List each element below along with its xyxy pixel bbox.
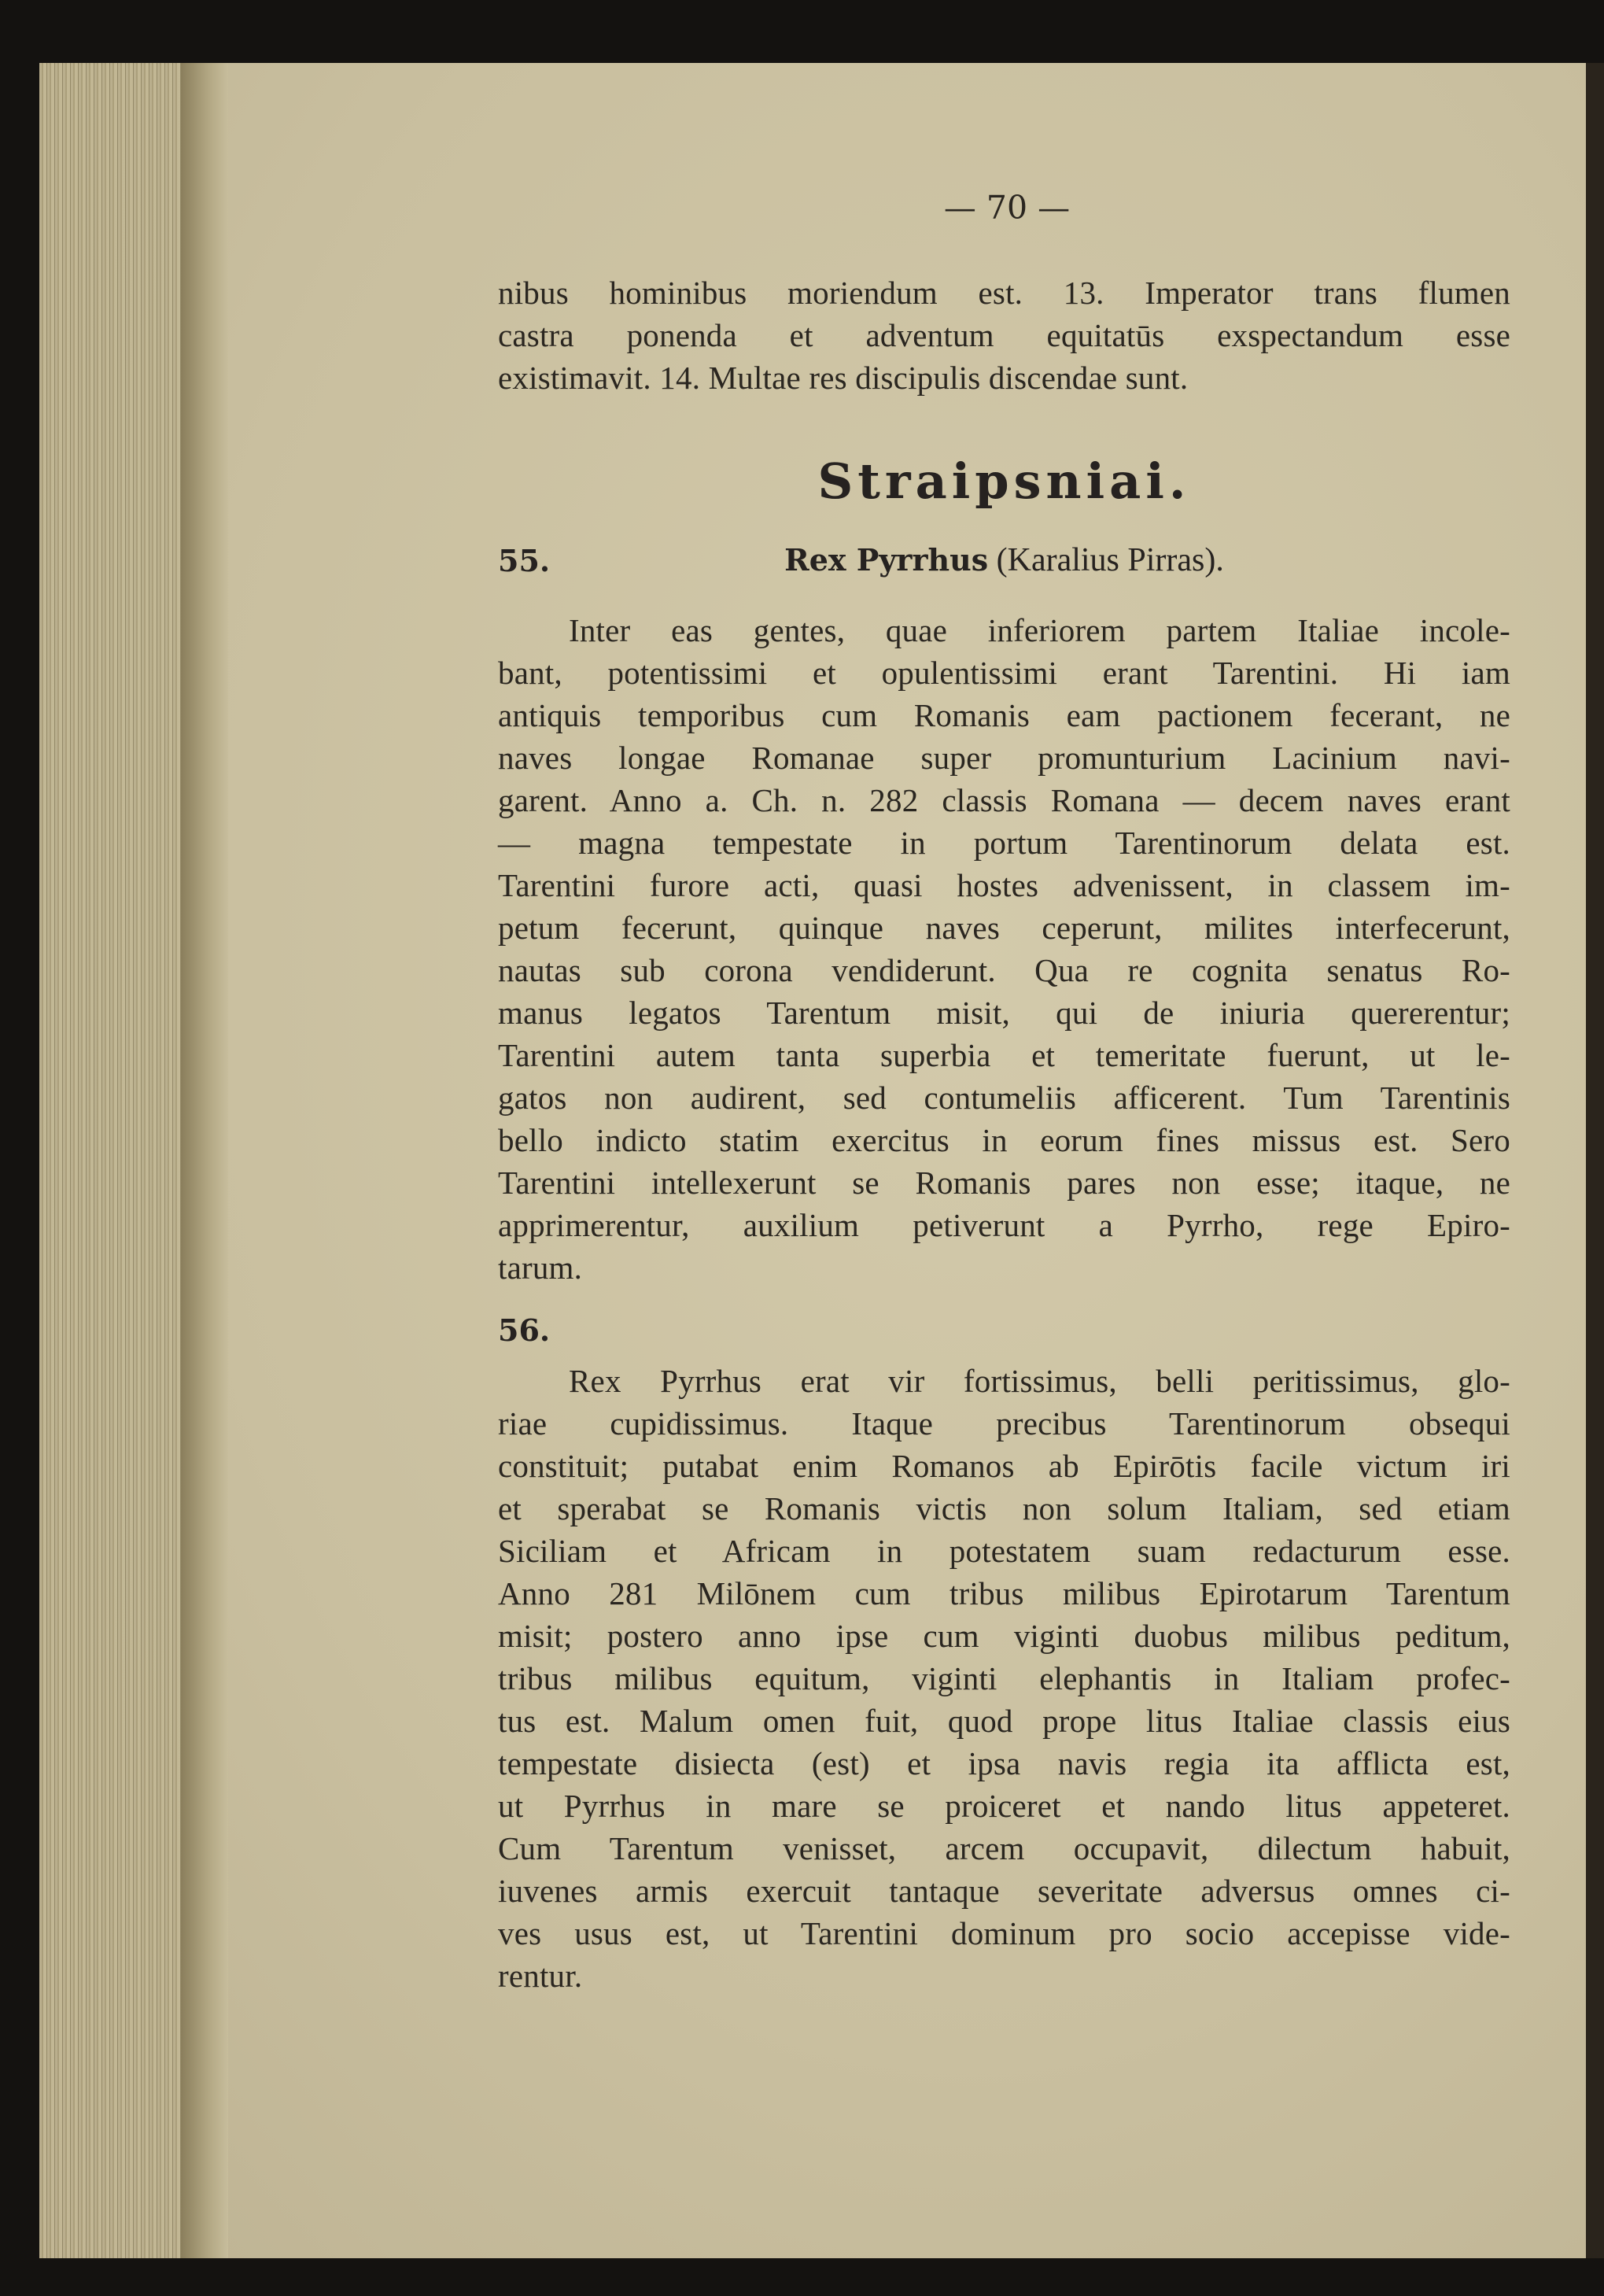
right-edge: [1586, 63, 1604, 2258]
text-line: ut Pyrrhus in mare se proiceret et nando litus appeteret.: [498, 1788, 1510, 1824]
text-line: tarum.: [498, 1250, 583, 1286]
text-line: — magna tempestate in portum Tarentinorum delata est.: [498, 825, 1510, 861]
text-line: nautas sub corona vendiderunt. Qua re cognita senatus Ro-: [498, 952, 1510, 988]
paragraph-56: [498, 1360, 1510, 1997]
text-line: iuvenes armis exercuit tantaque severitate adversus omnes ci-: [498, 1873, 1510, 1909]
text-line: gatos non audirent, sed contumeliis afficerent. Tum Tarentinis: [498, 1080, 1510, 1116]
text-line: antiquis temporibus cum Romanis eam pactionem fecerant, ne: [498, 697, 1510, 733]
text-line: et sperabat se Romanis victis non solum Italiam, sed etiam: [498, 1490, 1510, 1526]
text-line: ves usus est, ut Tarentini dominum pro socio accepisse vide-: [498, 1915, 1510, 1951]
section-heading: Straipsniai.: [817, 452, 1191, 510]
text-line: naves longae Romanae super promunturium Lacinium navi-: [498, 740, 1510, 776]
text-line: tus est. Malum omen fuit, quod prope litus Italiae classis eius: [498, 1703, 1510, 1739]
text-line: tempestate disiecta (est) et ipsa navis regia ita afflicta est,: [498, 1745, 1510, 1781]
intro-paragraph: [498, 271, 1510, 399]
section-number-56: 56.: [498, 1312, 551, 1348]
text-line: bello indicto statim exercitus in eorum fines missus est. Sero: [498, 1122, 1510, 1158]
text-line: constituit; putabat enim Romanos ab Epirōtis facile victum iri: [498, 1448, 1510, 1484]
text-line: bant, potentissimi et opulentissimi erant Tarentini. Hi iam: [498, 655, 1510, 691]
text-line: riae cupidissimus. Itaque precibus Tarentinorum obsequi: [498, 1405, 1510, 1441]
text-line: manus legatos Tarentum misit, qui de iniuria quererentur;: [498, 995, 1510, 1031]
text-line: Anno 281 Milōnem cum tribus milibus Epirotarum Tarentum: [498, 1575, 1510, 1611]
section-number-55: 55.: [498, 543, 551, 578]
title-rest: (Karalius Pirras).: [988, 542, 1224, 578]
text-line: garent. Anno a. Ch. n. 282 classis Romana — decem naves erant: [498, 782, 1510, 818]
text-line: Tarentini intellexerunt se Romanis pares non esse; itaque, ne: [498, 1165, 1510, 1201]
text-line: rentur.: [498, 1958, 583, 1994]
page-number: — 70 —: [943, 189, 1071, 227]
text-line: castra ponenda et adventum equitatūs exspectandum esse: [498, 317, 1510, 353]
text-line: Rex Pyrrhus erat vir fortissimus, belli peritissimus, glo-: [569, 1363, 1510, 1399]
text-line: tribus milibus equitum, viginti elephantis in Italiam profec-: [498, 1660, 1510, 1696]
text-line: Tarentini autem tanta superbia et temeritate fuerunt, ut le-: [498, 1037, 1510, 1073]
text-line: Cum Tarentum venisset, arcem occupavit, dilectum habuit,: [498, 1830, 1510, 1866]
paragraph-55: [498, 609, 1510, 1289]
gutter-shadow: [181, 63, 228, 2258]
text-line: existimavit. 14. Multae res discipulis discendae sunt.: [498, 360, 1189, 396]
text-line: nibus hominibus moriendum est. 13. Imperator trans flumen: [498, 275, 1510, 311]
text-line: apprimerentur, auxilium petiverunt a Pyrrho, rege Epiro-: [498, 1207, 1510, 1243]
section-title-55: [498, 541, 1510, 579]
text-line: Inter eas gentes, quae inferiorem partem Italiae incole-: [569, 612, 1510, 648]
title-bold: Rex Pyrrhus: [784, 542, 989, 578]
text-line: Tarentini furore acti, quasi hostes advenissent, in classem im-: [498, 867, 1510, 903]
text-line: Siciliam et Africam in potestatem suam redacturum esse.: [498, 1533, 1510, 1569]
text-line: petum fecerunt, quinque naves ceperunt, milites interfecerunt,: [498, 910, 1510, 946]
text-line: misit; postero anno ipse cum viginti duobus milibus peditum,: [498, 1618, 1510, 1654]
